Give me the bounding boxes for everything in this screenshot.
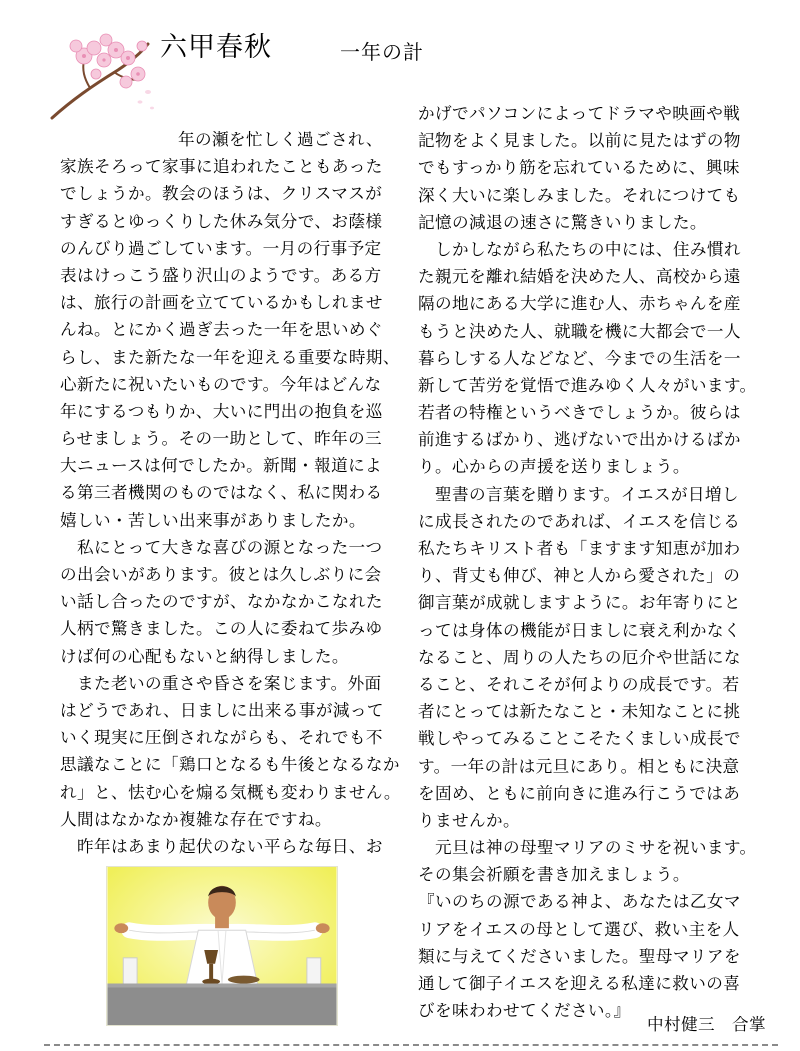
text-line: のんびり過ごしています。一月の行事予定 <box>60 238 382 258</box>
text-line: なること、周りの人たちの厄介や世話にな <box>418 647 741 667</box>
text-line: 人柄で驚きました。この人に委ねて歩みゆ <box>60 619 383 639</box>
text-line: らし、また新たな一年を迎える重要な時期、 <box>60 347 400 367</box>
text-line: 若者の特権というべきでしょうか。彼らは <box>418 403 741 423</box>
text-line: 通して御子イエスを迎える私達に救いの喜 <box>418 974 741 993</box>
text-line: に成長されたのであれば、イエスを信じる <box>418 511 741 531</box>
text-line: を固め、ともに前向きに進み行こうではあ <box>418 783 741 803</box>
text-line: しかしながら私たちの中には、住み慣れ <box>418 239 741 259</box>
text-line: 前進するばかり、逃げないで出かけるばか <box>418 430 741 450</box>
text-line: もうと決めた人、就職を機に大都会で一人 <box>418 321 741 341</box>
text-line: 元旦は神の母聖マリアのミサを祝います。 <box>418 838 757 858</box>
text-line: 昨年はあまり起伏のない平らな毎日、お <box>60 836 383 856</box>
text-line: 『いのちの源である神よ、あなたは乙女マ <box>418 892 741 912</box>
text-line: 大ニュースは何でしたか。新聞・報道によ <box>60 456 383 476</box>
text-line: い話し合ったのですが、なかなかこなれた <box>60 592 383 612</box>
text-line: でもすっかり筋を忘れているために、興味 <box>418 158 740 178</box>
footer-divider <box>44 1044 778 1046</box>
priest-celebrating-mass-icon <box>106 866 338 1026</box>
text-line: 暮らしする人などなど、今までの生活を一 <box>418 348 741 368</box>
cherry-blossom-icon <box>44 30 156 122</box>
text-line: はどうであれ、日ましに出来る事が減って <box>60 700 384 720</box>
text-line: 隔の地にある大学に進む人、赤ちゃんを産 <box>418 294 741 314</box>
text-line: 年にするつもりか、大いに門出の抱負を巡 <box>60 401 383 421</box>
text-line: た親元を離れ結婚を決めた人、高校から遠 <box>418 267 741 287</box>
text-line: 記物をよく見ました。以前に見たはずの物 <box>418 131 741 151</box>
text-line: 表はけっこう盛り沢山のようです。ある方 <box>60 265 382 285</box>
text-line: り、背丈も伸び、神と人から愛された」の <box>418 566 741 586</box>
text-line: 類に与えてくださいました。聖母マリアを <box>418 946 741 966</box>
text-line: 嬉しい・苦しい出来事がありましたか。 <box>60 510 366 530</box>
text-line: れ」と、怯む心を煽る気概も変わりません。 <box>60 782 401 802</box>
text-line: らせましょう。その一助として、昨年の三 <box>60 429 383 449</box>
text-line: 思議なことに「鶏口となるも牛後となるなか <box>60 755 400 775</box>
text-line: す。一年の計は元旦にあり。相ともに決意 <box>418 756 740 776</box>
text-line: っては身体の機能が日ましに衰え利かなく <box>418 620 741 640</box>
text-line: 新して苦労を覚悟で進みゆく人々がいます。 <box>418 375 757 395</box>
text-line: り。心からの声援を送りましょう。 <box>418 457 690 477</box>
left-column <box>60 126 400 860</box>
right-column <box>418 100 778 1024</box>
text-line: 人間はなかなか複雑な存在ですね。 <box>60 809 332 829</box>
text-line: 家族そろって家事に追われたこともあった <box>60 157 383 177</box>
text-line: 聖書の言葉を贈ります。イエスが日増し <box>418 484 739 504</box>
text-line: いく現実に圧倒されながらも、それでも不 <box>60 728 383 748</box>
text-line: んね。とにかく過ぎ去った一年を思いめぐ <box>60 320 383 340</box>
text-line: リアをイエスの母として選び、救い主を人 <box>418 919 740 939</box>
text-line: でしょうか。教会のほうは、クリスマスが <box>60 184 383 204</box>
text-line: ること、それこそが何よりの成長です。若 <box>418 674 740 694</box>
text-line: る第三者機関のものではなく、私に関わる <box>60 483 383 503</box>
text-line: 者にとっては新たなこと・未知なことに挑 <box>418 702 741 722</box>
text-line: けば何の心配もないと納得しました。 <box>60 646 349 666</box>
text-line: かげでパソコンによってドラマや映画や戦 <box>418 104 741 123</box>
text-line: 御言葉が成就しますように。お年寄りにと <box>418 593 741 613</box>
text-line: 年の瀬を忙しく過ごされ、 <box>178 130 383 149</box>
article-subtitle: 一年の計 <box>340 40 424 64</box>
text-line: すぎるとゆっくりした休み気分で、お蔭様 <box>60 211 383 231</box>
text-line: は、旅行の計画を立てているかもしれませ <box>60 293 383 313</box>
text-line: びを味わわせてください。』 <box>418 1001 631 1021</box>
text-line: 戦しやってみることこそたくましい成長で <box>418 729 741 749</box>
text-line: の出会いがあります。彼とは久しぶりに会 <box>60 565 382 584</box>
text-line: 私たちキリスト者も「ますます知恵が加わ <box>418 539 741 558</box>
text-line: りませんか。 <box>418 810 520 830</box>
text-line: 記憶の減退の速さに驚きいりました。 <box>418 212 707 232</box>
text-line: 深く大いに楽しみました。それにつけても <box>418 185 741 205</box>
text-line: 私にとって大きな喜びの源となった一つ <box>60 537 383 557</box>
text-line: その集会祈願を書き加えましょう。 <box>418 865 690 885</box>
text-line: また老いの重さや昏さを案じます。外面 <box>60 673 382 693</box>
text-line: 心新たに祝いたいものです。今年はどんな <box>60 374 382 394</box>
page-title: 六甲春秋 <box>160 32 272 63</box>
author-signature: 中村健三 合掌 <box>647 1015 766 1034</box>
